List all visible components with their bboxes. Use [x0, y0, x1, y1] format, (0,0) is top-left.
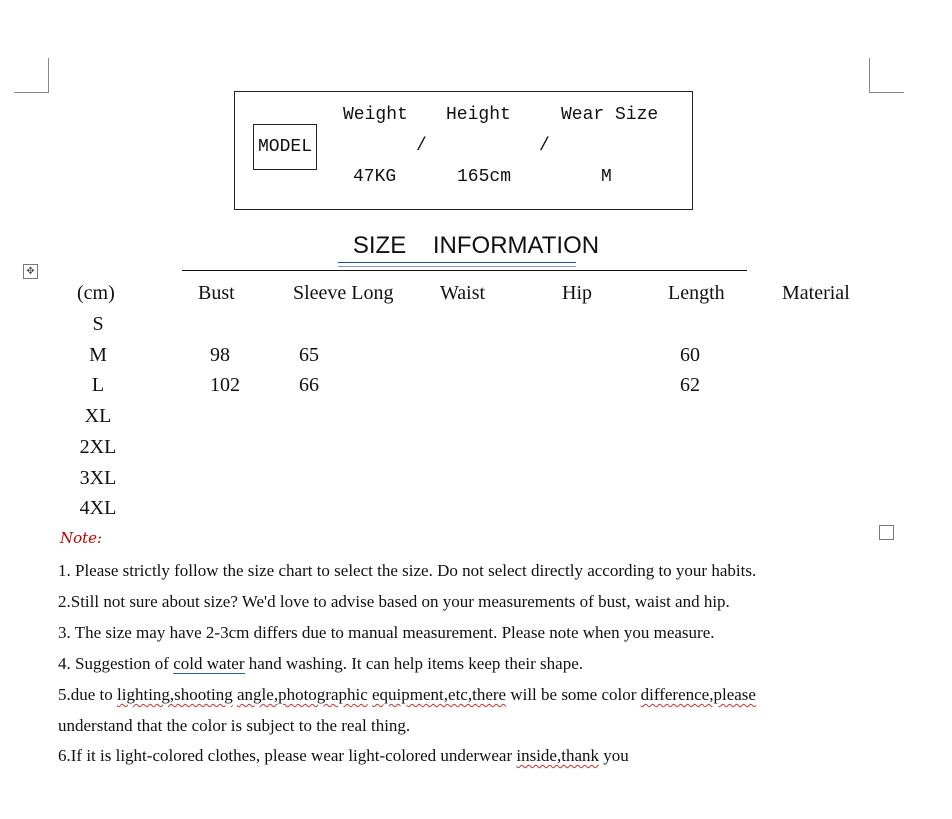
note-label: Note:: [60, 529, 103, 547]
table-header-cm: (cm): [77, 282, 115, 304]
crop-mark-top-left: [14, 58, 49, 93]
table-header-bust: Bust: [198, 282, 235, 304]
note-5-spellcheck: lighting,shooting: [117, 685, 233, 704]
table-row-size: XL: [84, 405, 112, 427]
table-header-material: Material: [782, 282, 850, 304]
title-rule: [182, 270, 747, 271]
note-5-text: 5.due to: [58, 685, 118, 704]
table-header-hip: Hip: [562, 282, 592, 304]
model-value-wear-size: M: [601, 167, 612, 187]
note-5: [58, 685, 756, 705]
note-3: 3. The size may have 2-3cm differs due to manual measurement. Please note when you measure.: [58, 623, 715, 642]
table-cell-length: 62: [680, 374, 700, 396]
table-row-size: S: [92, 313, 104, 335]
note-5-continued: understand that the color is subject to the real thing.: [58, 716, 411, 735]
table-cell-bust: 102: [210, 374, 240, 396]
table-cell-length: 60: [680, 344, 700, 366]
table-cell-bust: 98: [210, 344, 230, 366]
note-5-spellcheck: difference,please: [640, 685, 756, 704]
note-1: 1. Please strictly follow the size chart to select the size. Do not select directly according to your habits.: [58, 561, 757, 580]
model-value-height: 165cm: [457, 167, 512, 187]
side-checkbox[interactable]: [879, 525, 894, 540]
note-4-highlight: cold water: [173, 654, 245, 673]
table-row-size: 2XL: [79, 436, 117, 458]
note-6: [58, 746, 629, 766]
table-cell-sleeve: 66: [299, 374, 319, 396]
table-header-length: Length: [668, 282, 725, 304]
table-header-sleeve-long: Sleeve Long: [293, 282, 394, 304]
table-row-size: 3XL: [79, 467, 117, 489]
table-header-waist: Waist: [440, 282, 486, 304]
table-row-size: L: [91, 374, 105, 396]
title-underline: [338, 262, 576, 267]
note-5-text: will be some color: [506, 685, 641, 704]
model-info-box: [234, 91, 693, 210]
note-6-spellcheck: inside,thank: [516, 746, 600, 765]
note-6-text: 6.If it is light-colored clothes, please wear light-colored underwear: [58, 746, 517, 765]
note-4-text: hand washing. It can help items keep their shape.: [244, 654, 583, 673]
note-6-text: you: [599, 746, 629, 765]
note-5-spellcheck: angle,photographic: [237, 685, 368, 704]
model-value-weight: 47KG: [353, 167, 397, 187]
note-2: 2.Still not sure about size? We'd love to advise based on your measurements of bust, waist and hip.: [58, 592, 730, 611]
model-header-weight: Weight: [343, 105, 408, 125]
size-information-title: SIZE INFORMATION: [352, 232, 600, 259]
model-header-height: Height: [446, 105, 511, 125]
table-row-size: M: [89, 344, 107, 366]
note-4: [58, 654, 583, 674]
model-separator: /: [539, 136, 550, 156]
note-5-spellcheck: equipment,etc,there: [372, 685, 507, 704]
crop-mark-top-right: [869, 58, 904, 93]
model-header-wear-size: Wear Size: [561, 105, 659, 125]
model-separator: /: [416, 136, 427, 156]
model-label: MODEL: [253, 124, 317, 170]
table-row-size: 4XL: [79, 497, 117, 519]
note-4-text: 4. Suggestion of: [58, 654, 174, 673]
table-move-handle-icon[interactable]: ✥: [23, 264, 38, 279]
table-cell-sleeve: 65: [299, 344, 319, 366]
